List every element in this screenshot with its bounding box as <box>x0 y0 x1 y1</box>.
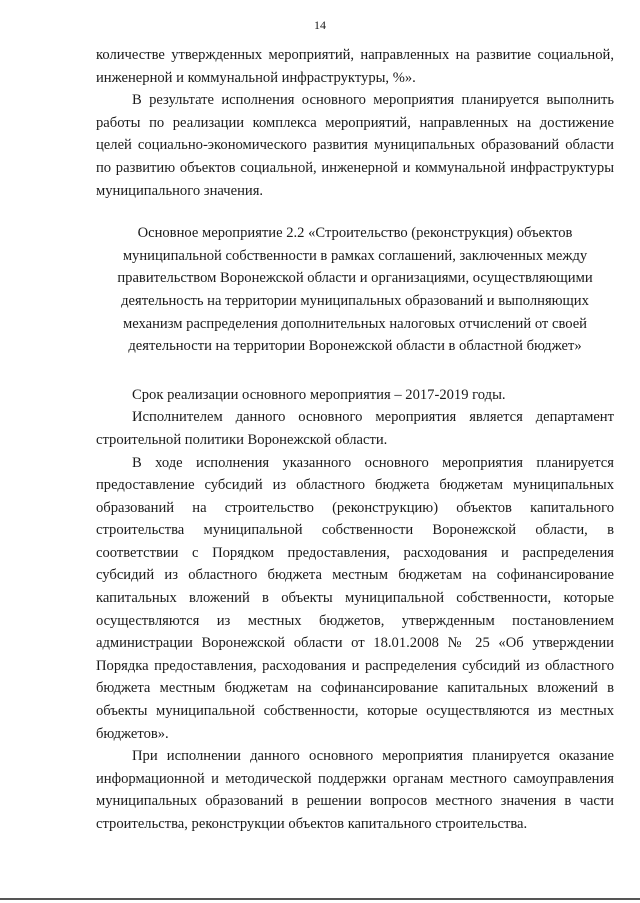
page-edge-line <box>0 898 640 900</box>
paragraph-support: При исполнении данного основного мероприятия планируется оказание информационной и методической поддержки органам местного самоуправления муниципальных образований в решении вопросов местного значения в части строительства, реконструкции объектов капитального строительства. <box>96 748 614 832</box>
document-body <box>96 44 614 836</box>
page-number: 14 <box>314 18 326 32</box>
paragraph-term: Срок реализации основного мероприятия – 2017-2019 годы. <box>132 386 506 403</box>
paragraph-continuation: количестве утвержденных мероприятий, направленных на развитие социальной, инженерной и коммунальной инфраструктуры, %». <box>96 47 614 86</box>
section-heading: Основное мероприятие 2.2 «Строительство (реконструкция) объектов муниципальной собственности в рамках соглашений, заключенных между правительством Воронежской области и организациями, осуществляющими деятельность на территории муниципальных образований и выполняющих механизм распределения дополнительных налоговых отчислений от своей деятельности на территории Воронежской области в областной бюджет» <box>117 225 593 355</box>
paragraph-result: В результате исполнения основного мероприятия планируется выполнить работы по реализации комплекса мероприятий, направленных на достижение целей социально-экономического развития муниципальных образований области по развитию объектов социальной, инженерной и коммунальной инфраструктуры муниципального значения. <box>96 92 614 199</box>
paragraph-subsidies: В ходе исполнения указанного основного мероприятия планируется предоставление субсидий из областного бюджета бюджетам муниципальных образований на строительство (реконструкцию) объектов капитального строительства муниципальной собственности Воронежской области, в соответствии с Порядком предоставления, расходования и распределения субсидий из областного бюджета местным бюджетам на софинансирование капитальных вложений в объекты муниципальной собственности, которые осуществляются из местных бюджетов, утвержденным постановлением администрации Воронежской области от 18.01.2008 № 25 «Об утверждении Порядка предоставления, расходования и распределения субсидий из областного бюджета местным бюджетам на софинансирование капитальных вложений в объекты муниципальной собственности, которые осуществляются из местных бюджетов». <box>96 454 614 742</box>
paragraph-executor: Исполнителем данного основного мероприятия является департамент строительной политики Воронежской области. <box>96 409 614 448</box>
